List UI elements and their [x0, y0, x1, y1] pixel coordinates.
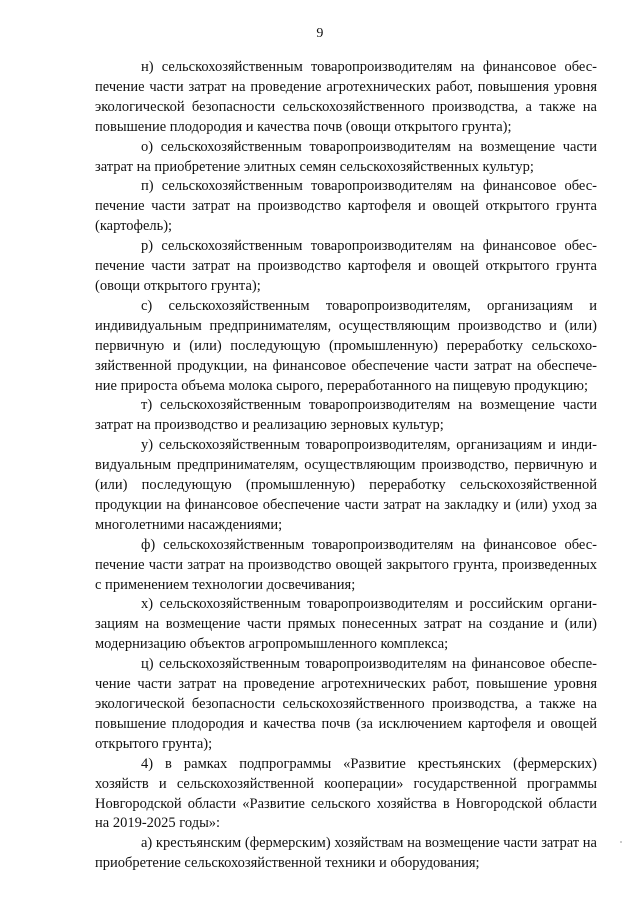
paragraph-u: у) сельскохозяйственным товаропроизводителям, организациям и индивидуальным предпринимателям, осуществляющим производство, первичную и (или) последующую (промышленную) переработку сельскохозяйственной продукции на финансовое обеспечение части затрат на закладку и (или) уход за многолетними насаждениями; — [95, 437, 597, 533]
paragraph-o: о) сельскохозяйственным товаропроизводителям на возмещение части затрат на приобретение элитных семян сельскохозяйственных культур; — [95, 138, 597, 175]
page-number: 9 — [316, 26, 324, 41]
scan-speck — [620, 841, 622, 843]
paragraph-4: 4) в рамках подпрограммы «Развитие крестьянских (фермерских) хозяйств и сельскохозяйственной кооперации» государственной программы Новгородской области «Развитие сельского хозяйства в Новгородской области на 2019-2025 годы»: — [95, 755, 597, 832]
paragraph-s: с) сельскохозяйственным товаропроизводителям, организациям и индивидуальным предпринимателям, осуществляющим производство и (или) первичную и (или) последующую (промышленную) переработку сельскохозяйственной продукции, на финансовое обеспечение части затрат на обеспечение прироста объема молока сырого, переработанного на пищевую продукцию; — [95, 297, 597, 394]
paragraph-ts: ц) сельскохозяйственным товаропроизводителям на финансовое обеспечение части затрат на проведение агротехнических работ, повышение уровня экологической безопасности сельскохозяйственного производства, а также на повышение плодородия и качества почв (за исключением картофеля и овощей открытого грунта); — [95, 656, 597, 752]
paragraph-n: н) сельскохозяйственным товаропроизводителям на финансовое обеспечение части затрат на проведение агротехнических работ, повышения уровня экологической безопасности сельскохозяйственного производства, а также на повышение плодородия и качества почв (овощи открытого грунта); — [95, 59, 597, 135]
paragraph-f: ф) сельскохозяйственным товаропроизводителям на финансовое обеспечение части затрат на производство овощей закрытого грунта, произведенных с применением технологии досвечивания; — [95, 536, 597, 593]
paragraph-a: а) крестьянским (фермерским) хозяйствам на возмещение части затрат на приобретение сельскохозяйственной техники и оборудования; — [95, 835, 597, 872]
document-body — [95, 58, 597, 874]
paragraph-p: п) сельскохозяйственным товаропроизводителям на финансовое обеспечение части затрат на производство картофеля и овощей открытого грунта (картофель); — [95, 178, 597, 235]
paragraph-kh: х) сельскохозяйственным товаропроизводителям и российским организациям на возмещение части прямых понесенных затрат на создание и (или) модернизацию объектов агропромышленного комплекса; — [95, 596, 597, 653]
paragraph-r: р) сельскохозяйственным товаропроизводителям на финансовое обеспечение части затрат на производство картофеля и овощей открытого грунта (овощи открытого грунта); — [95, 238, 597, 294]
paragraph-t: т) сельскохозяйственным товаропроизводителям на возмещение части затрат на производство и реализацию зерновых культур; — [95, 397, 597, 434]
